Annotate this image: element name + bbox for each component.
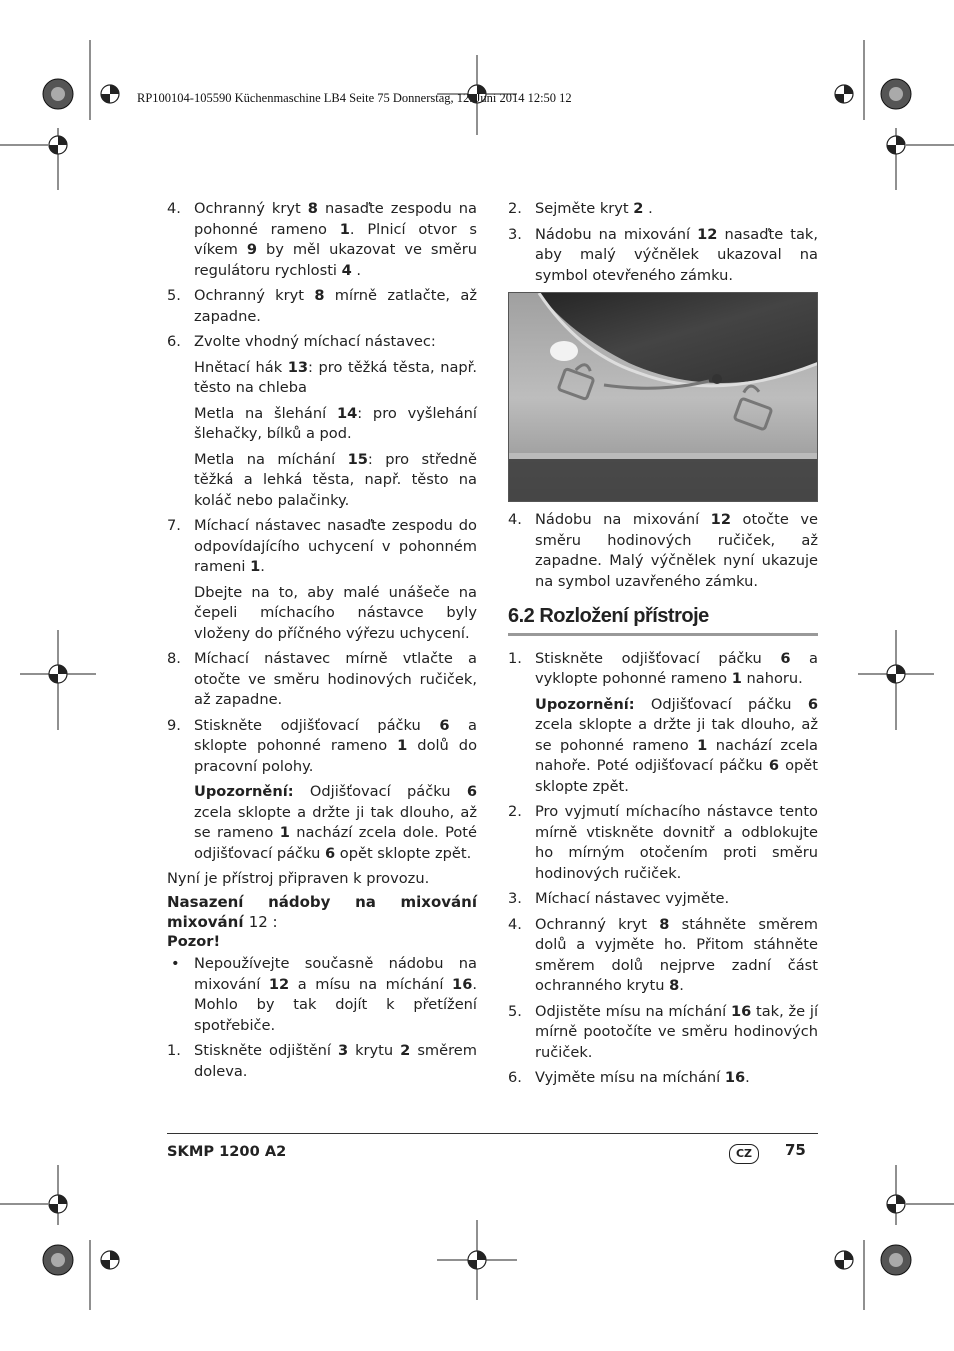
mixer-step-4: 4. Nádobu na mixování 12 otočte ve směru hodinových ručiček, až zapadne. Malý výčnělek nyní ukazuje na symbol uzavřeného zámku. bbox=[508, 511, 818, 590]
left-column: 4. Ochranný kryt 8 nasaďte zespodu na pohonné rameno 1. Plnicí otvor s víkem 9 by měl ukazovat ve směru regulátoru rychlosti 4 . 5. Ochranný kryt 8 mírně zatlačte, až zapadne. 6. Zvolte vhodný míchací nástavec: Hnětací hák 13: pro těžká těsta, např. těsto na chleba Metla na šlehání 14: pro vyšlehání šlehačky, bílků a pod. Metla na míchání 15: pro středně těžká a lehká těsta, např. těsto na koláč nebo palačinky. 7. Míchací nástavec nasaďte zespodu do odpovídajícího uchycení v pohonném rameni 1. Dbejte na to, aby malé unášeče na čepeli míchacího nástavce byly vloženy do příčného výřezu uchycení. 8. Míchací nástavec mírně vtlačte a otočte ve směru hodinových ručiček, až zapadne. 9. Stiskněte odjišťovací páčku 6 a sklopte pohonné rameno 1 dolů do pracovní polohy. Upozornění: Odjišťovací páčku 6 zcela sklopte a držte ji tak dlouho, až se rameno 1 nachází zcela dole. Poté odjišťovací páčku 6 opět sklopte zpět. Nyní je přístroj připraven k provozu. Nasazení nádoby na mixování mixování 12 : Pozor! • Nepoužívejte současně nádobu na mixování 12 a mísu na míchání 16. Mohlo by tak dojít k přetížení spotřebiče. 1. Stiskněte odjištění 3 krytu 2 směrem doleva. bbox=[167, 199, 477, 1087]
disassembly-step-3: 3. Míchací nástavec vyjměte. bbox=[508, 890, 730, 907]
page-number: 75 bbox=[785, 1141, 806, 1159]
lock-symbol-photo bbox=[508, 292, 818, 502]
disassembly-step-6: 6. Vyjměte mísu na míchání 16. bbox=[508, 1069, 750, 1086]
step-6: 6. Zvolte vhodný míchací nástavec: bbox=[167, 333, 436, 350]
section-heading: 6.2 Rozložení přístroje bbox=[508, 606, 818, 636]
step-4: 4. Ochranný kryt 8 nasaďte zespodu na pohonné rameno 1. Plnicí otvor s víkem 9 by měl ukazovat ve směru regulátoru rychlosti 4 . bbox=[167, 200, 477, 279]
step-9-warning: Upozornění: Odjišťovací páčku 6 zcela sklopte a držte ji tak dlouho, až se rameno 1 nachází zcela dole. Poté odjišťovací páčku 6 opět sklopte zpět. bbox=[194, 783, 477, 862]
mixer-step-2: 2. Sejměte kryt 2 . bbox=[508, 200, 653, 217]
disassembly-step-1: 1. Stiskněte odjišťovací páčku 6 a vyklopte pohonné rameno 1 nahoru. bbox=[508, 649, 818, 687]
disassembly-step-5: 5. Odjistěte mísu na míchání 16 tak, že jí mírně pootočíte ve směru hodinových ručiček. bbox=[508, 1002, 819, 1061]
mixer-step-1: 1. Stiskněte odjištění 3 krytu 2 směrem doleva. bbox=[167, 1042, 477, 1080]
right-column bbox=[508, 199, 818, 1094]
step-7: 7. Míchací nástavec nasaďte zespodu do odpovídajícího uchycení v pohonném rameni 1. bbox=[167, 517, 477, 575]
step-9: 9. Stiskněte odjišťovací páčku 6 a sklopte pohonné rameno 1 dolů do pracovní polohy. bbox=[167, 716, 477, 775]
attachment-kneading-hook: Hnětací hák 13: pro těžká těsta, např. těsto na chleba bbox=[194, 358, 477, 396]
footer-rule bbox=[167, 1133, 818, 1134]
caution-label: Pozor! bbox=[167, 932, 221, 950]
step-8: 8. Míchací nástavec mírně vtlačte a otočte ve směru hodinových ručiček, až zapadne. bbox=[167, 650, 477, 708]
step-7-note: Dbejte na to, aby malé unášeče na čepeli míchacího nástavce byly vloženy do příčného výřezu uchycení. bbox=[194, 583, 477, 642]
mixer-heading: Nasazení nádoby na mixování bbox=[167, 892, 477, 911]
attachment-whisk: Metla na šlehání 14: pro vyšlehání šlehačky, bílků a pod. bbox=[194, 404, 477, 442]
print-slug: RP100104-105590 Küchenmaschine LB4 Seite 75 Donnerstag, 12. Juni 2014 12:50 12 bbox=[137, 91, 572, 105]
mixer-step-3: 3. Nádobu na mixování 12 nasaďte tak, aby malý výčnělek ukazoval na symbol otevřeného zámku. bbox=[508, 225, 818, 284]
caution-bullet: • Nepoužívejte současně nádobu na mixování 12 a mísu na míchání 16. Mohlo by tak dojít k přetížení spotřebiče. bbox=[171, 955, 477, 1034]
step-5: 5. Ochranný kryt 8 mírně zatlačte, až zapadne. bbox=[167, 287, 477, 325]
disassembly-step-2: 2. Pro vyjmutí míchacího nástavce tento mírně vtiskněte dovnitř a odblokujte ho mírným otočením proti směru hodinových ručiček. bbox=[508, 803, 818, 882]
footer-model: SKMP 1200 A2 bbox=[167, 1143, 287, 1160]
attachment-mixing-beater: Metla na míchání 15: pro středně těžká a lehká těsta, např. těsto na koláč nebo palačinky. bbox=[194, 450, 477, 509]
disassembly-step-4: 4. Ochranný kryt 8 stáhněte směrem dolů a vyjměte ho. Přitom stáhněte směrem dolů nejprve zadní část ochranného krytu 8. bbox=[508, 915, 818, 994]
ready-text: Nyní je přístroj připraven k provozu. bbox=[167, 870, 430, 887]
language-badge: CZ bbox=[729, 1144, 759, 1164]
disassembly-step-1-warning: Upozornění: Odjišťovací páčku 6 zcela sklopte a držte ji tak dlouho, až se pohonné rameno 1 nachází zcela nahoře. Poté odjišťovací páčku 6 opět sklopte zpět. bbox=[535, 695, 819, 795]
